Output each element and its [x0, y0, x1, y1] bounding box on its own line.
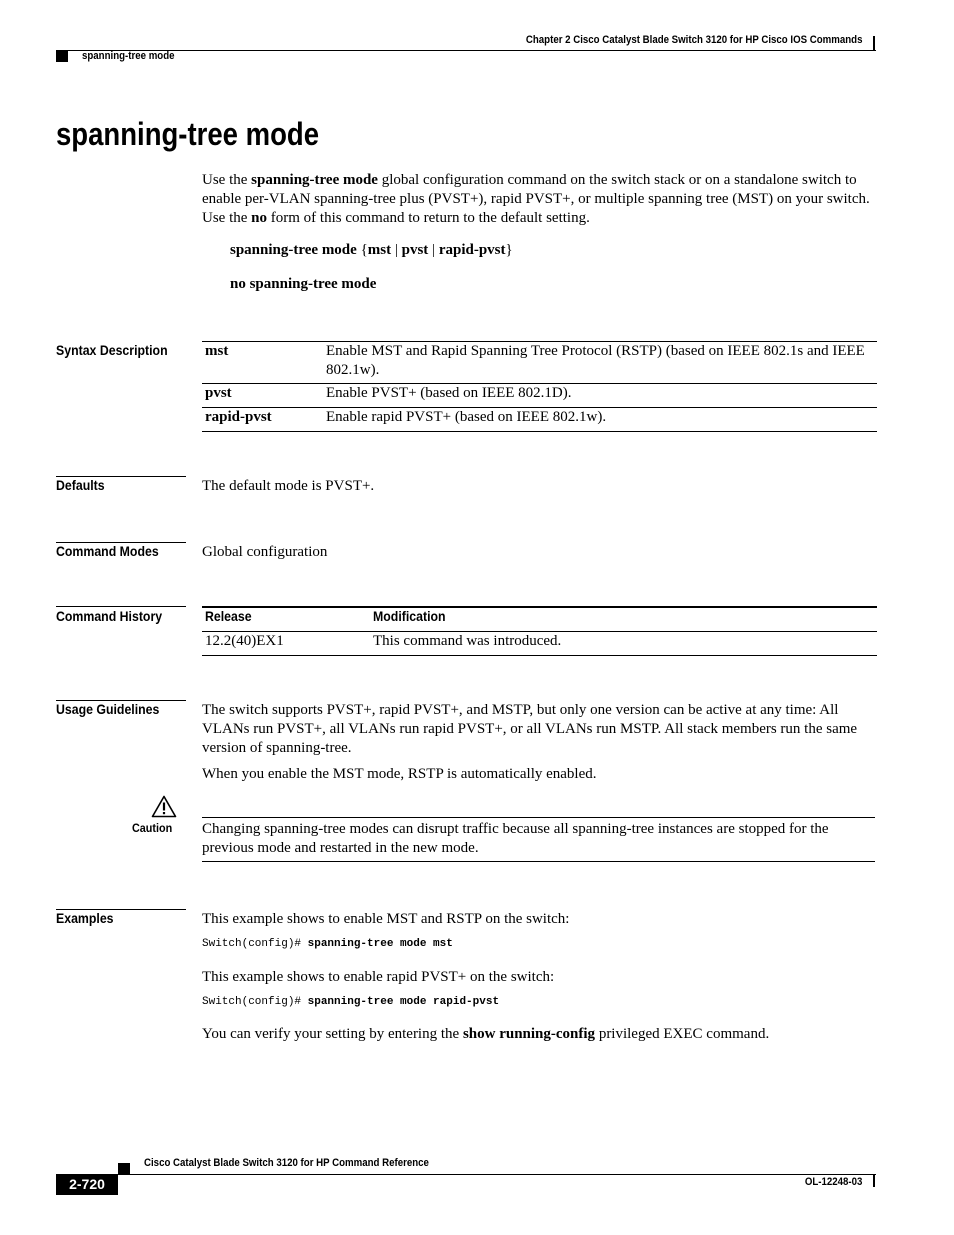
caution-label: Caution — [132, 821, 173, 835]
history-modification-value: This command was introduced. — [373, 633, 562, 649]
caution-text: Changing spanning-tree modes can disrupt traffic because all spanning-tree instances are stopped for the previous mode and restarted in the new mode. — [202, 821, 829, 856]
footer-doc-id: OL-12248-03 — [804, 1176, 862, 1188]
header-block — [56, 51, 68, 62]
command-history-label: Command History — [56, 608, 163, 624]
example-text-3: You can verify your setting by entering the show running-config privileged EXEC command. — [202, 1026, 770, 1042]
syntax-keyword-mst: mst — [205, 343, 229, 359]
caution-bottom-rule — [202, 861, 875, 862]
running-header-section: spanning-tree mode — [82, 50, 175, 62]
page-title: spanning-tree mode — [56, 116, 319, 152]
syntax-desc-pvst: Enable PVST+ (based on IEEE 802.1D). — [326, 385, 572, 401]
caution-top-rule — [202, 817, 875, 818]
history-table-top-rule — [202, 606, 877, 608]
command-modes-label: Command Modes — [56, 543, 159, 559]
history-release-value: 12.2(40)EX1 — [205, 633, 284, 649]
footer-rule — [118, 1174, 876, 1175]
example-code-1: Switch(config)# spanning-tree mode mst — [202, 938, 453, 950]
defaults-label: Defaults — [56, 477, 105, 493]
page-number: 2-720 — [56, 1174, 118, 1195]
usage-guidelines-label: Usage Guidelines — [56, 701, 160, 717]
caution-warning-icon — [151, 795, 177, 823]
defaults-text: The default mode is PVST+. — [202, 478, 375, 494]
footer-block — [118, 1163, 130, 1174]
syntax-desc-mst: Enable MST and Rapid Spanning Tree Protocol (RSTP) (based on IEEE 802.1s and IEEE 802.1w). — [326, 343, 865, 378]
command-modes-text: Global configuration — [202, 544, 328, 560]
command-history-rule — [56, 606, 186, 607]
syntax-keyword-pvst: pvst — [205, 385, 232, 401]
header-rule — [56, 50, 876, 51]
usage-paragraph-1: The switch supports PVST+, rapid PVST+, and MSTP, but only one version can be active at any time: All VLANs run PVST+, all VLANs run rapid PVST+, or all VLANs run MSTP. All stack members run the same version of spanning-tree. — [202, 702, 858, 756]
syntax-line-2: no spanning-tree mode — [230, 276, 377, 292]
footer-bar — [873, 1174, 875, 1187]
usage-paragraph-2: When you enable the MST mode, RSTP is automatically enabled. — [202, 766, 597, 782]
examples-label: Examples — [56, 910, 114, 926]
footer-book-title: Cisco Catalyst Blade Switch 3120 for HP Command Reference — [144, 1157, 429, 1169]
history-col-modification: Modification — [373, 608, 446, 624]
syntax-table-bottom-rule — [202, 431, 877, 432]
example-text-2: This example shows to enable rapid PVST+ on the switch: — [202, 969, 555, 985]
syntax-description-label: Syntax Description — [56, 342, 168, 358]
example-text-1: This example shows to enable MST and RSTP on the switch: — [202, 911, 570, 927]
syntax-keyword-rapid-pvst: rapid-pvst — [205, 409, 272, 425]
header-bar — [873, 36, 875, 50]
history-table-bottom-rule — [202, 655, 877, 656]
syntax-desc-rapid-pvst: Enable rapid PVST+ (based on IEEE 802.1w). — [326, 409, 607, 425]
history-col-release: Release — [205, 608, 252, 624]
syntax-line-1: spanning-tree mode {mst | pvst | rapid-pvst} — [230, 242, 513, 258]
running-header-chapter: Chapter 2 Cisco Catalyst Blade Switch 3120 for HP Cisco IOS Commands — [525, 34, 862, 46]
example-code-2: Switch(config)# spanning-tree mode rapid-pvst — [202, 996, 500, 1008]
intro-paragraph: Use the spanning-tree mode global configuration command on the switch stack or on a standalone switch to enable per-VLAN spanning-tree plus (PVST+), rapid PVST+, or multiple spanning tree (MST) on your switch. Use the no form of this command to return to the default setting. — [202, 172, 870, 226]
